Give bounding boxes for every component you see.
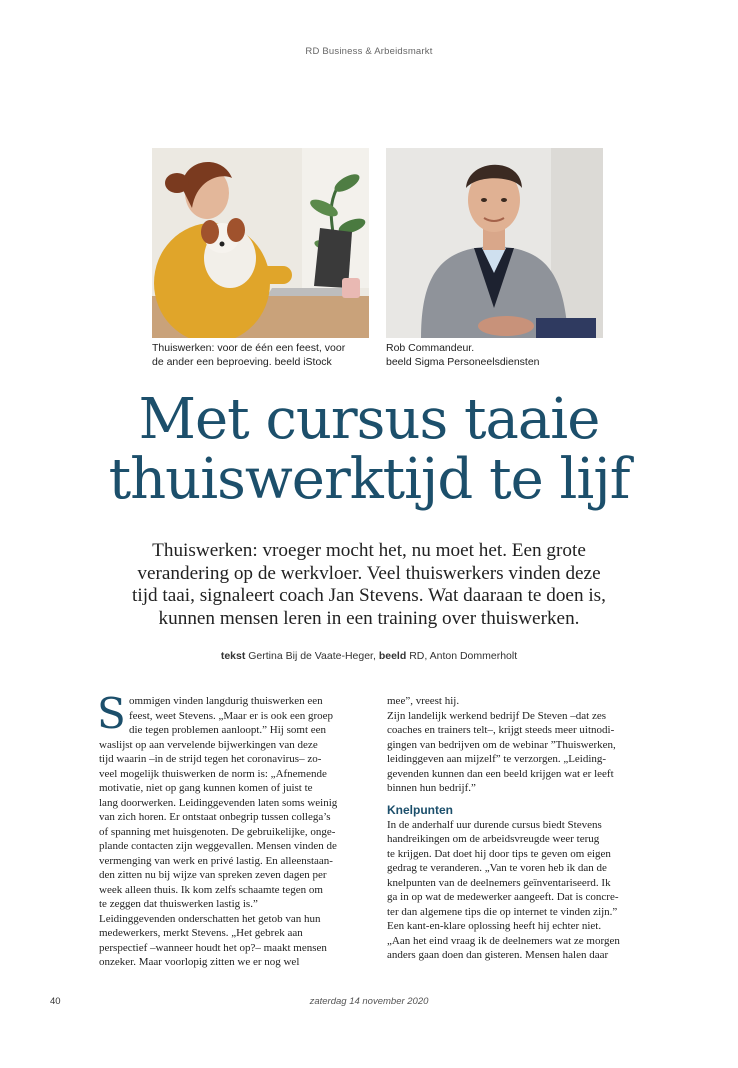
article-line: die tegen problemen aanloopt.” Hij somt een bbox=[129, 724, 327, 736]
article-line: ter dan algemene tips die op internet te vinden zijn.” bbox=[387, 905, 618, 918]
intro-line: verandering op de werkvloer. Veel thuiswerkers vinden deze bbox=[137, 562, 601, 584]
byline-author: Gertina Bij de Vaate-Heger, bbox=[248, 650, 376, 662]
article-line: of spanning met huisgenoten. De gebruikelijke, onge- bbox=[99, 825, 336, 838]
article-line: Zijn landelijk werkend bedrijf De Steven –dat zes bbox=[387, 709, 607, 722]
article-line: mee”, vreest hij. bbox=[387, 695, 460, 707]
article-line: In de anderhalf uur durende cursus biedt Stevens bbox=[387, 818, 602, 831]
article-line: ga in op wat de medewerker aangeeft. Dat is concre- bbox=[387, 891, 619, 903]
article-line: plande contacten zijn weggevallen. Mensen vinden de bbox=[99, 840, 337, 852]
caption-line: Rob Commandeur. bbox=[386, 342, 475, 354]
article-line: anders gaan doen dan gisteren. Mensen halen daar bbox=[387, 949, 609, 961]
intro-line: Thuiswerken: vroeger mocht het, nu moet het. Een grote bbox=[152, 540, 586, 561]
issue-date: zaterdag 14 november 2020 bbox=[309, 996, 429, 1007]
article-line: Een kant-en-klare oplossing heeft hij echter niet. bbox=[387, 920, 602, 932]
article-line: waslijst op aan vervelende bijwerkingen van deze bbox=[99, 738, 318, 751]
caption-line: beeld Sigma Personeelsdiensten bbox=[386, 356, 540, 368]
article-line: ommigen vinden langdurig thuiswerken een bbox=[129, 695, 323, 707]
caption-line: Thuiswerken: voor de één een feest, voor bbox=[152, 342, 346, 354]
article-line: tijd waarin –in de strijd tegen het coronavirus– zo- bbox=[99, 753, 322, 765]
article-line: motivatie, niet op gang kunnen komen of juist te bbox=[99, 782, 313, 794]
dropcap: S bbox=[97, 689, 126, 738]
article-line: feest, weet Stevens. „Maar er is ook een groep bbox=[129, 709, 334, 722]
portrait-man-photo bbox=[386, 148, 603, 338]
article-line: week alleen thuis. Ik kom zelfs schaamte tegen om bbox=[99, 883, 323, 896]
intro-line: kunnen mensen leren in een training over thuiswerken. bbox=[158, 607, 580, 629]
subheading: Knelpunten bbox=[387, 802, 453, 817]
byline-image-credit: RD, Anton Dommerholt bbox=[409, 650, 518, 662]
article-line: Leidinggevenden onderschatten het getob van hun bbox=[99, 912, 321, 925]
article-line: perspectief –wanneer houdt het op?– maakt mensen bbox=[99, 941, 327, 954]
article-column-left bbox=[97, 689, 359, 970]
article-line: van zich horen. Er ontstaat onbegrip tussen collega’s bbox=[99, 811, 331, 823]
photo-caption-1 bbox=[152, 341, 374, 369]
article-line: onzeker. Maar voorlopig zitten we er nog wel bbox=[99, 956, 300, 968]
byline-image-label: beeld bbox=[378, 650, 407, 662]
article-line: handreikingen om de arbeidsvreugde weer terug bbox=[387, 833, 600, 845]
headline bbox=[0, 387, 738, 512]
caption-line: de ander een beproeving. beeld iStock bbox=[152, 356, 332, 368]
intro-line: tijd taai, signaleert coach Jan Stevens. Wat daaraan te doen is, bbox=[132, 585, 606, 606]
article-line: medewerkers, merkt Stevens. „Het gebrek aan bbox=[99, 927, 303, 939]
article-line: „Aan het eind vraag ik de deelnemers wat ze morgen bbox=[387, 934, 620, 947]
byline bbox=[0, 650, 738, 662]
article-line: gedrag te veranderen. „Van te voren heb ik dan de bbox=[387, 862, 607, 874]
article-line: gingen van bedrijven om de webinar ”Thuiswerken, bbox=[387, 738, 616, 751]
article-line: vermenging van werk en privé lastig. En alleenstaan- bbox=[99, 854, 333, 867]
article-column-right bbox=[387, 694, 647, 963]
article-line: lang doorwerken. Leidinggevenden laten soms weinig bbox=[99, 796, 338, 809]
article-line: binnen hun bedrijf.” bbox=[387, 782, 476, 794]
section-header: RD Business & Arbeidsmarkt bbox=[305, 46, 433, 57]
photo-caption-2 bbox=[386, 341, 608, 369]
article-line: veel mogelijk thuiswerken de norm is: „Afnemende bbox=[99, 767, 327, 780]
article-line: te zeggen dat thuiswerken lastig is.” bbox=[99, 898, 258, 910]
article-line: knelpunten van de deelnemers geïnventariseerd. Ik bbox=[387, 876, 611, 889]
article-line: gevenden kunnen dan een beeld krijgen wat er leeft bbox=[387, 767, 614, 780]
headline-line: thuiswerktijd te lijf bbox=[108, 447, 630, 512]
byline-text-label: tekst bbox=[220, 650, 246, 662]
article-line: te krijgen. Dat doet hij door tips te geven om eigen bbox=[387, 847, 611, 860]
article-line: den zitten nu bij wijze van spreken zeven dagen per bbox=[99, 869, 327, 881]
intro-paragraph bbox=[90, 540, 648, 630]
page-number: 40 bbox=[50, 996, 61, 1007]
headline-line: Met cursus taaie bbox=[138, 387, 600, 452]
article-line: leidinggeven aan mijzelf” te verzorgen. „Leiding- bbox=[387, 753, 607, 765]
woman-with-dog-laptop-photo bbox=[152, 148, 369, 338]
article-line: coaches en trainers telt–, krijgt steeds meer uitnodi- bbox=[387, 724, 615, 736]
